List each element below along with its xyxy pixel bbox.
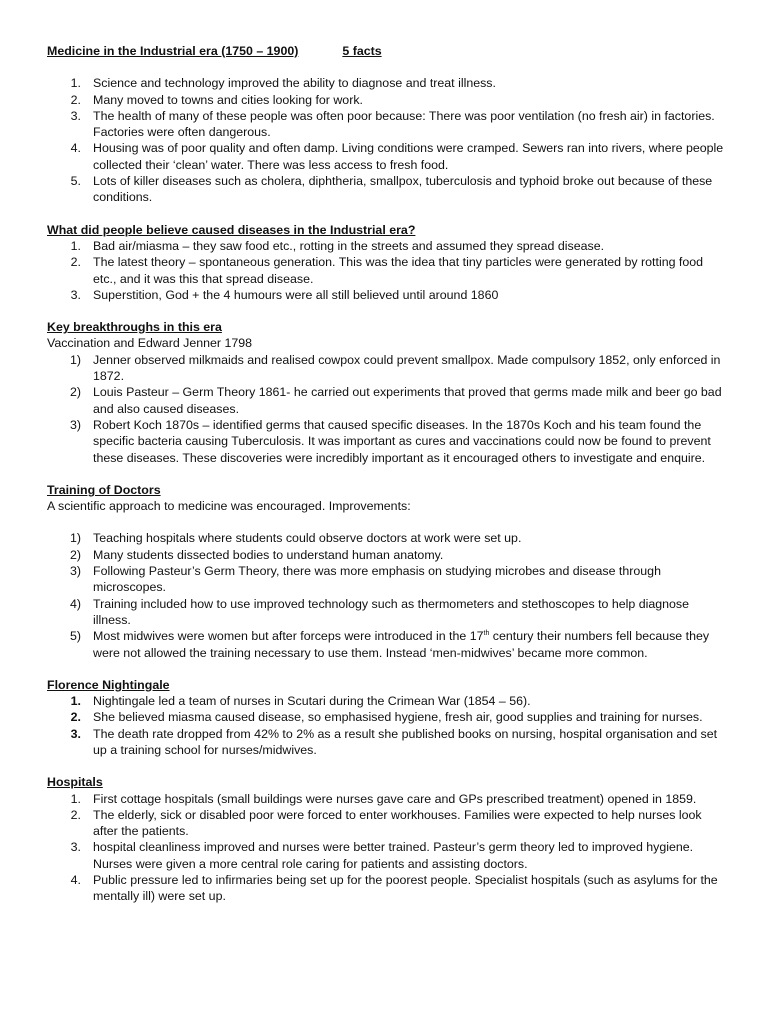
breakthroughs-section [47,319,728,466]
beliefs-list [47,238,728,303]
list-marker: 2. [70,92,81,107]
list-item [47,173,728,206]
breakthroughs-list [47,352,728,466]
list-item [47,628,728,661]
list-item [47,287,728,303]
text-part: century their numbers fell because they were not allowed the training necessary to use them. Instead ‘men-midwives’ became more common. [93,629,710,660]
list-marker: 1. [70,238,81,253]
beliefs-section [47,222,728,303]
section-heading-training: Training of Doctors [47,482,161,497]
list-item-text: The latest theory – spontaneous generation. This was the idea that tiny particles were generated by rotting food etc., and it was this that spread disease. [93,255,704,286]
list-item [47,417,728,466]
spacer [47,514,728,530]
list-item [47,75,728,91]
list-marker: 2. [70,807,81,822]
list-item-text: hospital cleanliness improved and nurses were better trained. Pasteur’s germ theory led to improved hygiene. Nurses were given a more central role caring for patients and assisting doctors. [93,840,694,871]
list-item [47,352,728,385]
list-marker: 3) [69,564,81,579]
list-marker: 1) [69,531,81,546]
list-item [47,791,728,807]
text-part: Most midwives were women but after forceps were introduced in the 17 [93,629,484,644]
list-item-text: Housing was of poor quality and often damp. Living conditions were cramped. Sewers ran into rivers, where people collected their ‘clean’ water. There was less access to fresh food. [93,141,724,172]
section-heading-nightingale: Florence Nightingale [47,677,170,692]
list-marker: 4. [70,873,81,888]
section-subheading: Vaccination and Edward Jenner 1798 [47,336,253,351]
list-marker: 1. [70,791,81,806]
list-item [47,563,728,596]
list-item-text: Superstition, God + the 4 humours were all still believed until around 1860 [93,287,499,302]
list-marker: 2. [70,710,81,725]
list-marker: 5) [69,629,81,644]
list-marker: 2. [70,255,81,270]
list-marker: 1. [70,694,81,709]
list-marker: 5. [70,174,81,189]
training-list [47,530,728,660]
list-item-text: The health of many of these people was often poor because: There was poor ventilation (no fresh air) in factories. Factories were often dangerous. [93,108,715,140]
nightingale-list [47,693,728,758]
list-item [47,238,728,254]
superscript: th [483,630,490,638]
list-item [47,254,728,287]
list-item [47,693,728,709]
section-intro: A scientific approach to medicine was encouraged. Improvements: [47,499,411,514]
list-item-text: Teaching hospitals where students could observe doctors at work were set up. [93,531,522,546]
list-item-text: Nightingale led a team of nurses in Scutari during the Crimean War (1854 – 56). [93,694,531,709]
list-marker: 3) [69,417,81,432]
list-item-text: Jenner observed milkmaids and realised cowpox could prevent smallpox. Made compulsory 1852, only enforced in 1872. [93,352,721,384]
list-item [47,709,728,725]
list-item-text: Lots of killer diseases such as cholera, diphtheria, smallpox, tuberculosis and typhoid broke out because of these conditions. [93,174,713,205]
list-item-text: The death rate dropped from 42% to 2% as a result she published books on nursing, hospital organisation and set up a training school for nurses/midwives. [93,726,718,757]
list-marker: 2) [69,547,81,562]
facts-section [47,75,728,205]
list-item-text: Following Pasteur’s Germ Theory, there was more emphasis on studying microbes and disease through microscopes. [93,564,661,595]
list-item [47,807,728,840]
list-item-text: Science and technology improved the ability to diagnose and treat illness. [93,76,496,91]
training-section [47,482,728,661]
list-item [47,839,728,872]
list-item-text: First cottage hospitals (small buildings were nurses gave care and GPs prescribed treatment) opened in 1859. [93,791,697,806]
list-item [47,596,728,629]
list-marker: 4) [69,596,81,611]
list-marker: 2) [69,385,81,400]
hospitals-list [47,791,728,905]
title-facts: 5 facts [342,44,382,58]
list-item [47,872,728,905]
list-marker: 3. [70,840,81,855]
section-heading-breakthroughs: Key breakthroughs in this era [47,320,222,335]
list-item-text: Louis Pasteur – Germ Theory 1861- he carried out experiments that proved that germs made milk and beer go bad and also caused diseases. [93,385,722,416]
list-marker: 4. [70,141,81,156]
list-item [47,108,728,141]
title-text: Medicine in the Industrial era (1750 – 1900) [47,44,299,58]
list-item-text: Public pressure led to infirmaries being set up for the poorest people. Specialist hospitals (such as asylums for the mentally ill) were set up. [93,873,718,904]
list-item-text: Bad air/miasma – they saw food etc., rotting in the streets and assumed they spread disease. [93,238,605,253]
section-heading-beliefs: What did people believe caused diseases in the Industrial era? [47,222,416,237]
list-marker: 3. [70,287,81,302]
list-item-text: She believed miasma caused disease, so emphasised hygiene, fresh air, good supplies and training for nurses. [93,710,703,725]
list-marker: 1) [69,352,81,367]
list-item-text [93,628,728,661]
list-marker: 3. [70,108,81,123]
list-item [47,726,728,759]
hospitals-section [47,774,728,904]
list-item [47,384,728,417]
list-item-text: Training included how to use improved technology such as thermometers and stethoscopes to help diagnose illness. [93,596,690,627]
list-item [47,547,728,563]
document-title [47,43,728,59]
list-item [47,530,728,546]
facts-list [47,75,728,205]
list-marker: 1. [70,76,81,91]
list-item-text: The elderly, sick or disabled poor were forced to enter workhouses. Families were expected to help nurses look after the patients. [93,807,702,839]
list-item [47,92,728,108]
list-item-text: Many students dissected bodies to understand human anatomy. [93,547,444,562]
list-item-text: Robert Koch 1870s – identified germs that caused specific diseases. In the 1870s Koch and his team found the specific bacteria causing Tuberculosis. It was important as cures and vaccinations could now be found to prevent these diseases. These discoveries were incredibly important as it encouraged others to investigate and enquire. [93,417,711,465]
list-item [47,140,728,173]
section-heading-hospitals: Hospitals [47,775,103,790]
list-item-text: Many moved to towns and cities looking for work. [93,92,363,107]
nightingale-section [47,677,728,758]
list-marker: 3. [70,726,81,741]
